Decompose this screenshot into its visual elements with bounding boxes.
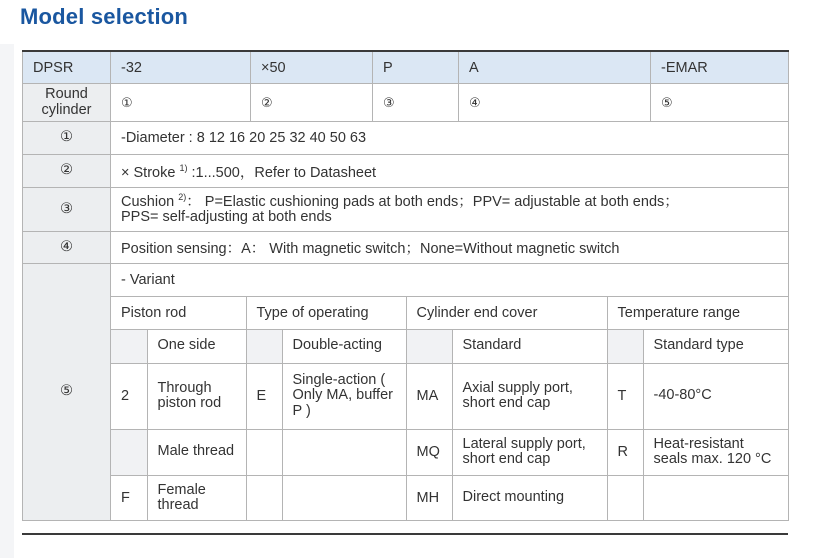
option-value: -40-80°C bbox=[643, 363, 789, 429]
option-code bbox=[111, 329, 147, 363]
code-stroke: ×50 bbox=[251, 51, 373, 84]
option-value: Male thread bbox=[147, 429, 246, 475]
option-value: Double-acting bbox=[282, 329, 406, 363]
option-code: F bbox=[111, 475, 147, 520]
marker-3: ③ bbox=[383, 94, 395, 110]
row-marker: ④ bbox=[23, 232, 111, 264]
diameter-text: -Diameter : 8 12 16 20 25 32 40 50 63 bbox=[111, 122, 789, 155]
option-value: Heat-resistant seals max. 120 °C bbox=[643, 429, 789, 475]
code-sensing: A bbox=[459, 51, 651, 84]
sensing-text: Position sensing：A： With magnetic switch；None=Without magnetic switch bbox=[111, 232, 789, 264]
variant-cell bbox=[111, 264, 789, 521]
code-cushion: P bbox=[373, 51, 459, 84]
option-code: MH bbox=[406, 475, 452, 520]
col-temperature-range: Temperature range bbox=[607, 296, 789, 329]
option-code bbox=[406, 329, 452, 363]
diameter-row bbox=[23, 122, 789, 155]
option-code: T bbox=[607, 363, 643, 429]
col-piston-rod: Piston rod bbox=[111, 296, 246, 329]
option-value: Female thread bbox=[147, 475, 246, 520]
option-code bbox=[246, 475, 282, 520]
round-cylinder-row bbox=[23, 84, 789, 122]
option-value: Axial supply port, short end cap bbox=[452, 363, 607, 429]
option-value: Standard bbox=[452, 329, 607, 363]
option-code: 2 bbox=[111, 363, 147, 429]
row-marker: ③ bbox=[23, 188, 111, 232]
marker-4: ④ bbox=[469, 94, 481, 110]
code-diameter: -32 bbox=[111, 51, 251, 84]
model-selection-table bbox=[22, 50, 789, 521]
option-value: Single-action ( Only MA, buffer P ) bbox=[282, 363, 406, 429]
variant-title: - Variant bbox=[111, 264, 789, 296]
code-variant: -EMAR bbox=[651, 51, 789, 84]
option-code bbox=[246, 329, 282, 363]
option-value: Standard type bbox=[643, 329, 789, 363]
cushion-row bbox=[23, 188, 789, 232]
table-bottom-rule bbox=[22, 533, 788, 535]
code-series: DPSR bbox=[23, 51, 111, 84]
option-code bbox=[607, 329, 643, 363]
option-code bbox=[246, 429, 282, 475]
marker-5: ⑤ bbox=[661, 94, 673, 110]
row-marker: ⑤ bbox=[23, 264, 111, 521]
option-value: Direct mounting bbox=[452, 475, 607, 520]
table-row bbox=[111, 329, 789, 363]
variant-table bbox=[111, 264, 789, 520]
sensing-row bbox=[23, 232, 789, 264]
option-value: One side bbox=[147, 329, 246, 363]
variant-row bbox=[23, 264, 789, 521]
table-row bbox=[111, 363, 789, 429]
option-value: Lateral supply port, short end cap bbox=[452, 429, 607, 475]
option-value bbox=[282, 475, 406, 520]
stroke-row bbox=[23, 155, 789, 188]
code-header-row bbox=[23, 51, 789, 84]
variant-title-row bbox=[111, 264, 789, 296]
option-code bbox=[607, 475, 643, 520]
col-type-of-operating: Type of operating bbox=[246, 296, 406, 329]
marker-2: ② bbox=[261, 94, 273, 110]
footnote-1: 1) bbox=[179, 162, 188, 173]
option-code: E bbox=[246, 363, 282, 429]
table-row bbox=[111, 429, 789, 475]
option-code: MA bbox=[406, 363, 452, 429]
option-code: MQ bbox=[406, 429, 452, 475]
variant-header-row bbox=[111, 296, 789, 329]
row-marker: ① bbox=[23, 122, 111, 155]
col-cylinder-end-cover: Cylinder end cover bbox=[406, 296, 607, 329]
page-title: Model selection bbox=[20, 4, 189, 29]
cushion-text: Cushion $^{2)}$： P=Elastic cushioning pads at both ends；PPV= adjustable at both ends； PPS= self-adjusting at both ends bbox=[111, 188, 789, 232]
option-value: Through piston rod bbox=[147, 363, 246, 429]
option-value bbox=[643, 475, 789, 520]
stroke-text: × Stroke $^{1)}$ :1...500，Refer to Datasheet bbox=[111, 155, 789, 188]
option-value bbox=[282, 429, 406, 475]
left-strip bbox=[0, 44, 14, 558]
round-cylinder-label: Round cylinder bbox=[23, 84, 111, 122]
marker-1: ① bbox=[121, 94, 133, 110]
row-marker: ② bbox=[23, 155, 111, 188]
option-code: R bbox=[607, 429, 643, 475]
option-code bbox=[111, 429, 147, 475]
table-row bbox=[111, 475, 789, 520]
footnote-2: 2) bbox=[178, 191, 187, 202]
